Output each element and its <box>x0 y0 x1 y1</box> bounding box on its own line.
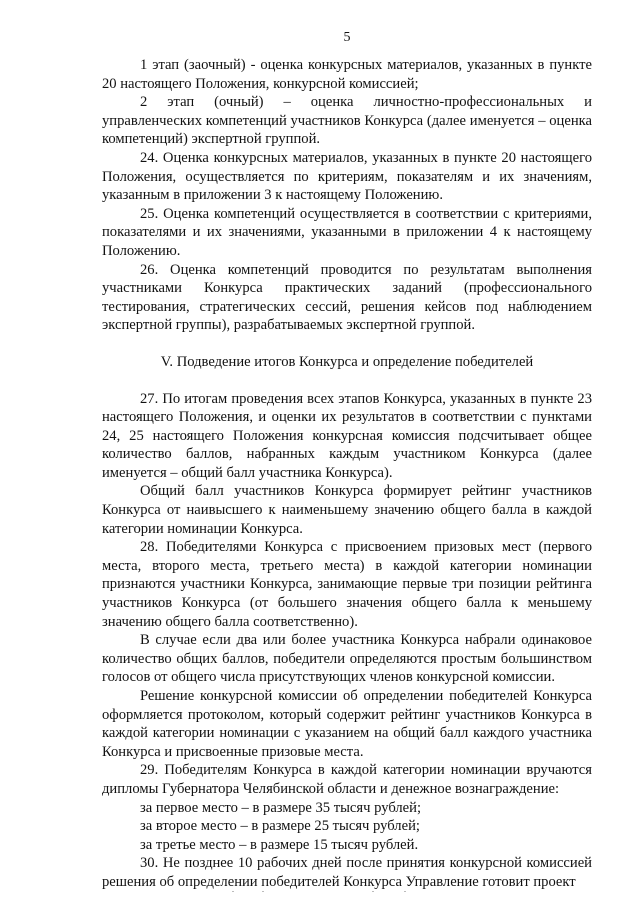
paragraph-28: 28. Победителями Конкурса с присвоением призовых мест (первого места, второго места, третьего места) в каждой категории номинации признаются участники Конкурса, занимающие первые три позиции рейтинга участников Конкурса (от большего значения общего балла к меньшему значению общего балла соответственно). <box>102 539 592 630</box>
paragraph-25: 25. Оценка компетенций осуществляется в соответствии с критериями, показателями и их значениями, указанными в приложении 4 к настоящему Положению. <box>102 205 592 259</box>
paragraph-30: 30. Не позднее 10 рабочих дней после принятия конкурсной комиссией решения об определении победителей Конкурса Управление готовит проект <box>102 855 592 890</box>
paragraph-decision: Решение конкурсной комиссии об определении победителей Конкурса оформляется протоколом, который содержит рейтинг участников Конкурса в каждой категории номинации с указанием на общий балл каждого участника Конкурса и присвоенные призовые места. <box>102 688 592 760</box>
speck <box>262 891 264 892</box>
prize-line-third: за третье место – в размере 15 тысяч рублей. <box>140 836 419 853</box>
paragraph-24: 24. Оценка конкурсных материалов, указанных в пункте 20 настоящего Положения, осуществляется по критериям, показателям и их значениям, указанным в приложении 3 к настоящему Положению. <box>102 149 592 204</box>
paragraph-stage-2: 2 этап (очный) – оценка личностно-профессиональных и управленческих компетенций участников Конкурса (далее именуется – оценка компетенций) экспертной группой. <box>102 94 592 148</box>
prize-line-first: за первое место – в размере 35 тысяч рублей; <box>140 799 422 816</box>
speck <box>372 891 374 892</box>
page-number: 5 <box>343 30 351 45</box>
prize-line-second: за второе место – в размере 25 тысяч рублей; <box>140 818 420 835</box>
paragraph-total-score: Общий балл участников Конкурса формирует рейтинг участников Конкурса от наивысшего к наименьшему значению общего балла в каждой категории номинации Конкурса. <box>102 483 592 537</box>
paragraph-tie: В случае если два или более участника Конкурса набрали одинаковое количество общих баллов, победители определяются простым большинством голосов от общего числа присутствующих членов конкурсной комиссии. <box>102 632 592 686</box>
paragraph-27: 27. По итогам проведения всех этапов Конкурса, указанных в пункте 23 настоящего Положения, и оценки их результатов в соответствии с пунктами 24, 25 настоящего Положения конкурсная комиссия подсчитывает общее количество баллов, набранных каждым участником Конкурса (далее именуется – общий балл участника Конкурса). <box>102 390 592 481</box>
paragraph-stage-1: 1 этап (заочный) - оценка конкурсных материалов, указанных в пункте 20 настоящего Положения, конкурсной комиссией; <box>102 57 592 92</box>
paragraph-26: 26. Оценка компетенций проводится по результатам выполнения участниками Конкурса практических заданий (профессионального тестирования, стратегических сессий, решения кейсов под наблюдением экспертной группы), разрабатываемых экспертной группой. <box>102 261 592 334</box>
speck <box>232 891 234 892</box>
scan-specks <box>0 891 640 897</box>
section-heading: V. Подведение итогов Конкурса и определение победителей <box>160 353 534 370</box>
paragraph-29: 29. Победителям Конкурса в каждой категории номинации вручаются дипломы Губернатора Челябинской области и денежное вознаграждение: <box>102 762 592 797</box>
speck <box>404 891 406 892</box>
